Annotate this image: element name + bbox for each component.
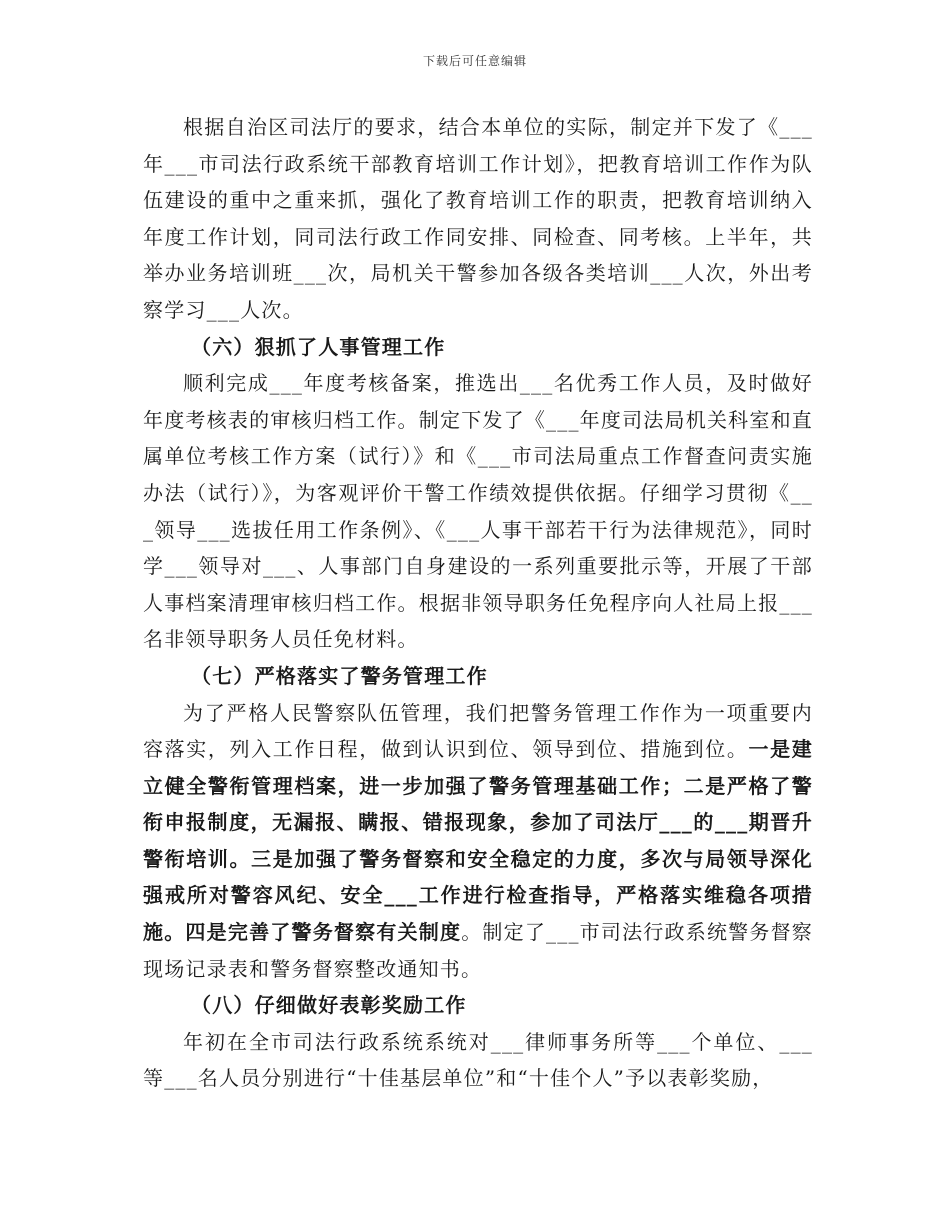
paragraph-police-affairs-intro: 为了严格人民警察队伍管理，我们把警务管理工作作为一项重要内容落实，列入工作日程，做到认识到位、领导到位、措施到位。 <box>143 700 813 762</box>
paragraph-personnel: 顺利完成___年度考核备案，推选出___名优秀工作人员，及时做好年度考核表的审核归档工作。制定下发了《___年度司法局机关科室和直属单位考核工作方案（试行）》和《___市司法局重点工作督查问责实施办法（试行）》，为客观评价干警工作绩效提供依据。仔细学习贯彻《___领导___选拔任用工作条例》、《___人事干部若干行为法律规范》，同时学___领导对___、人事部门自身建设的一系列重要批示等，开展了干部人事档案清理审核归档工作。根据非领导职务任免程序向人社局上报___名非领导职务人员任免材料。 <box>143 371 813 652</box>
paragraph-police-affairs <box>143 695 813 988</box>
paragraph-awards: 年初在全市司法行政系统系统对___律师事务所等___个单位、___等___名人员分别进行“十佳基层单位”和“十佳个人”予以表彰奖励， <box>143 1029 813 1091</box>
section-heading-6: （六）狠抓了人事管理工作 <box>191 334 446 359</box>
paragraph-police-affairs-outro: 。制定了___市司法行政系统警务督察现场记录表和警务督察整改通知书。 <box>143 920 813 981</box>
header-note: 下载后可任意编辑 <box>422 54 527 68</box>
paragraph-training: 根据自治区司法厅的要求，结合本单位的实际，制定并下发了《___年___市司法行政系统干部教育培训工作计划》，把教育培训工作作为队伍建设的重中之重来抓，强化了教育培训工作的职责，把教育培训纳入年度工作计划，同司法行政工作同安排、同检查、同考核。上半年，共举办业务培训班___次，局机关干警参加各级各类培训___人次，外出考察学习___人次。 <box>143 115 813 322</box>
document-body <box>143 109 813 1097</box>
section-heading-7: （七）严格落实了警务管理工作 <box>191 663 488 688</box>
section-heading-8: （八）仔细做好表彰奖励工作 <box>191 993 467 1018</box>
paragraph-police-affairs-bold: 一是建立健全警衔管理档案，进一步加强了警务管理基础工作；二是严格了警衔申报制度，无漏报、瞒报、错报现象，参加了司法厅___的___期晋升警衔培训。三是加强了警务督察和安全稳定的力度，多次与局领导深化强戒所对警容风纪、安全___工作进行检查指导，严格落实维稳各项措施。四是完善了警务督察有关制度 <box>143 737 813 945</box>
